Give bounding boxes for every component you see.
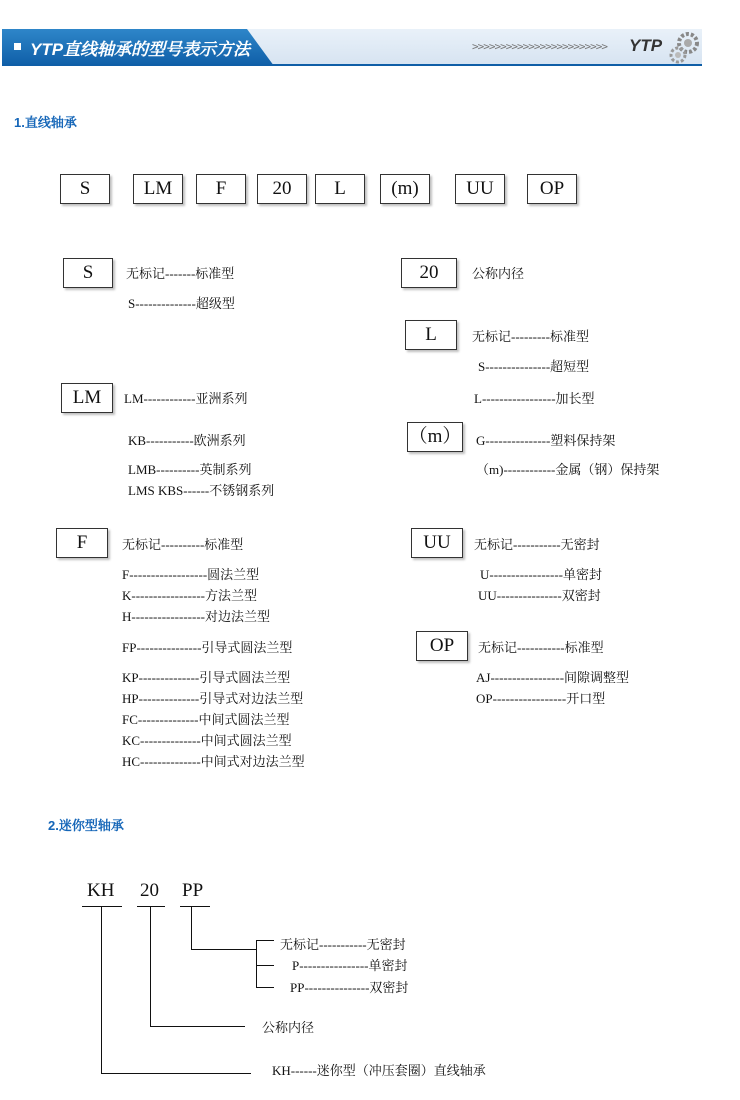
- connector-line: [101, 1073, 251, 1074]
- seal-item: PP---------------双密封: [290, 980, 409, 995]
- connector-line: [150, 1026, 245, 1027]
- code-label-20: 20: [140, 880, 159, 901]
- s-item: 无标记-------标准型: [126, 266, 235, 281]
- key-box-f: F: [56, 528, 108, 558]
- page-title: YTP直线轴承的型号表示方法: [30, 40, 251, 59]
- key-box-l: L: [405, 320, 457, 350]
- code-underline: [180, 906, 210, 907]
- f-item: FP---------------引导式圆法兰型: [122, 640, 293, 655]
- uu-item: U-----------------单密封: [480, 567, 602, 582]
- lm-item: KB-----------欧洲系列: [128, 433, 246, 448]
- uu-item: 无标记-----------无密封: [474, 537, 600, 552]
- code-box-uu: UU: [455, 174, 505, 204]
- connector-line: [150, 906, 151, 1027]
- connector-line: [256, 987, 274, 988]
- code-box-lm: LM: [133, 174, 183, 204]
- f-item: FC--------------中间式圆法兰型: [122, 712, 290, 727]
- code-label-pp: PP: [182, 880, 204, 901]
- lm-item: LMS KBS------不锈钢系列: [128, 483, 275, 498]
- code-label-kh: KH: [87, 880, 115, 901]
- key-box-20: 20: [401, 258, 457, 288]
- code-box-20: 20: [257, 174, 307, 204]
- f-item: K-----------------方法兰型: [122, 588, 257, 603]
- code-underline: [82, 906, 122, 907]
- key-box-uu: UU: [411, 528, 463, 558]
- l-item: 无标记---------标准型: [472, 329, 589, 344]
- section-title-linear-bearing: 1.直线轴承: [14, 115, 77, 130]
- seal-item: P----------------单密封: [292, 958, 408, 973]
- code-box-m: (m): [380, 174, 430, 204]
- key-box-lm: LM: [61, 383, 113, 413]
- l-item: S---------------超短型: [478, 359, 590, 374]
- op-item: 无标记-----------标准型: [478, 640, 604, 655]
- f-item: H-----------------对边法兰型: [122, 609, 270, 624]
- connector-line: [256, 940, 257, 988]
- code-box-f: F: [196, 174, 246, 204]
- connector-line: [256, 940, 274, 941]
- bullet-icon: [14, 43, 21, 50]
- type-label: KH------迷你型（冲压套圈）直线轴承: [272, 1063, 486, 1078]
- code-underline: [137, 906, 165, 907]
- code-box-op: OP: [527, 174, 577, 204]
- connector-line: [101, 906, 102, 1074]
- f-item: KP--------------引导式圆法兰型: [122, 670, 291, 685]
- size-item: 公称内径: [472, 266, 525, 281]
- l-item: L-----------------加长型: [474, 391, 595, 406]
- f-item: HP--------------引导式对边法兰型: [122, 691, 304, 706]
- lm-item: LM------------亚洲系列: [124, 391, 248, 406]
- f-item: F------------------圆法兰型: [122, 567, 260, 582]
- seal-item: 无标记-----------无密封: [280, 937, 406, 952]
- code-box-l: L: [315, 174, 365, 204]
- banner-underline: [2, 64, 702, 66]
- brand-logo-text: YTP: [629, 36, 663, 55]
- op-item: OP-----------------开口型: [476, 691, 606, 706]
- gear-icon: [666, 29, 702, 65]
- key-box-op: OP: [416, 631, 468, 661]
- op-item: AJ-----------------间隙调整型: [476, 670, 630, 685]
- f-item: 无标记----------标准型: [122, 537, 244, 552]
- m-item: （m)------------金属（钢）保持架: [476, 462, 660, 477]
- s-item: S--------------超级型: [128, 296, 235, 311]
- lm-item: LMB----------英制系列: [128, 462, 252, 477]
- f-item: KC--------------中间式圆法兰型: [122, 733, 292, 748]
- code-box-s: S: [60, 174, 110, 204]
- header-banner: [2, 29, 702, 66]
- f-item: HC--------------中间式对边法兰型: [122, 754, 305, 769]
- key-box-m: （m）: [407, 422, 463, 452]
- connector-line: [191, 906, 192, 950]
- banner-arrows: >>>>>>>>>>>>>>>>>>>>>>>>: [472, 40, 607, 53]
- connector-line: [256, 965, 274, 966]
- size-label: 公称内径: [262, 1020, 315, 1035]
- uu-item: UU---------------双密封: [478, 588, 601, 603]
- m-item: G---------------塑料保持架: [476, 433, 616, 448]
- connector-line: [191, 949, 256, 950]
- key-box-s: S: [63, 258, 113, 288]
- section-title-mini-bearing: 2.迷你型轴承: [48, 818, 124, 833]
